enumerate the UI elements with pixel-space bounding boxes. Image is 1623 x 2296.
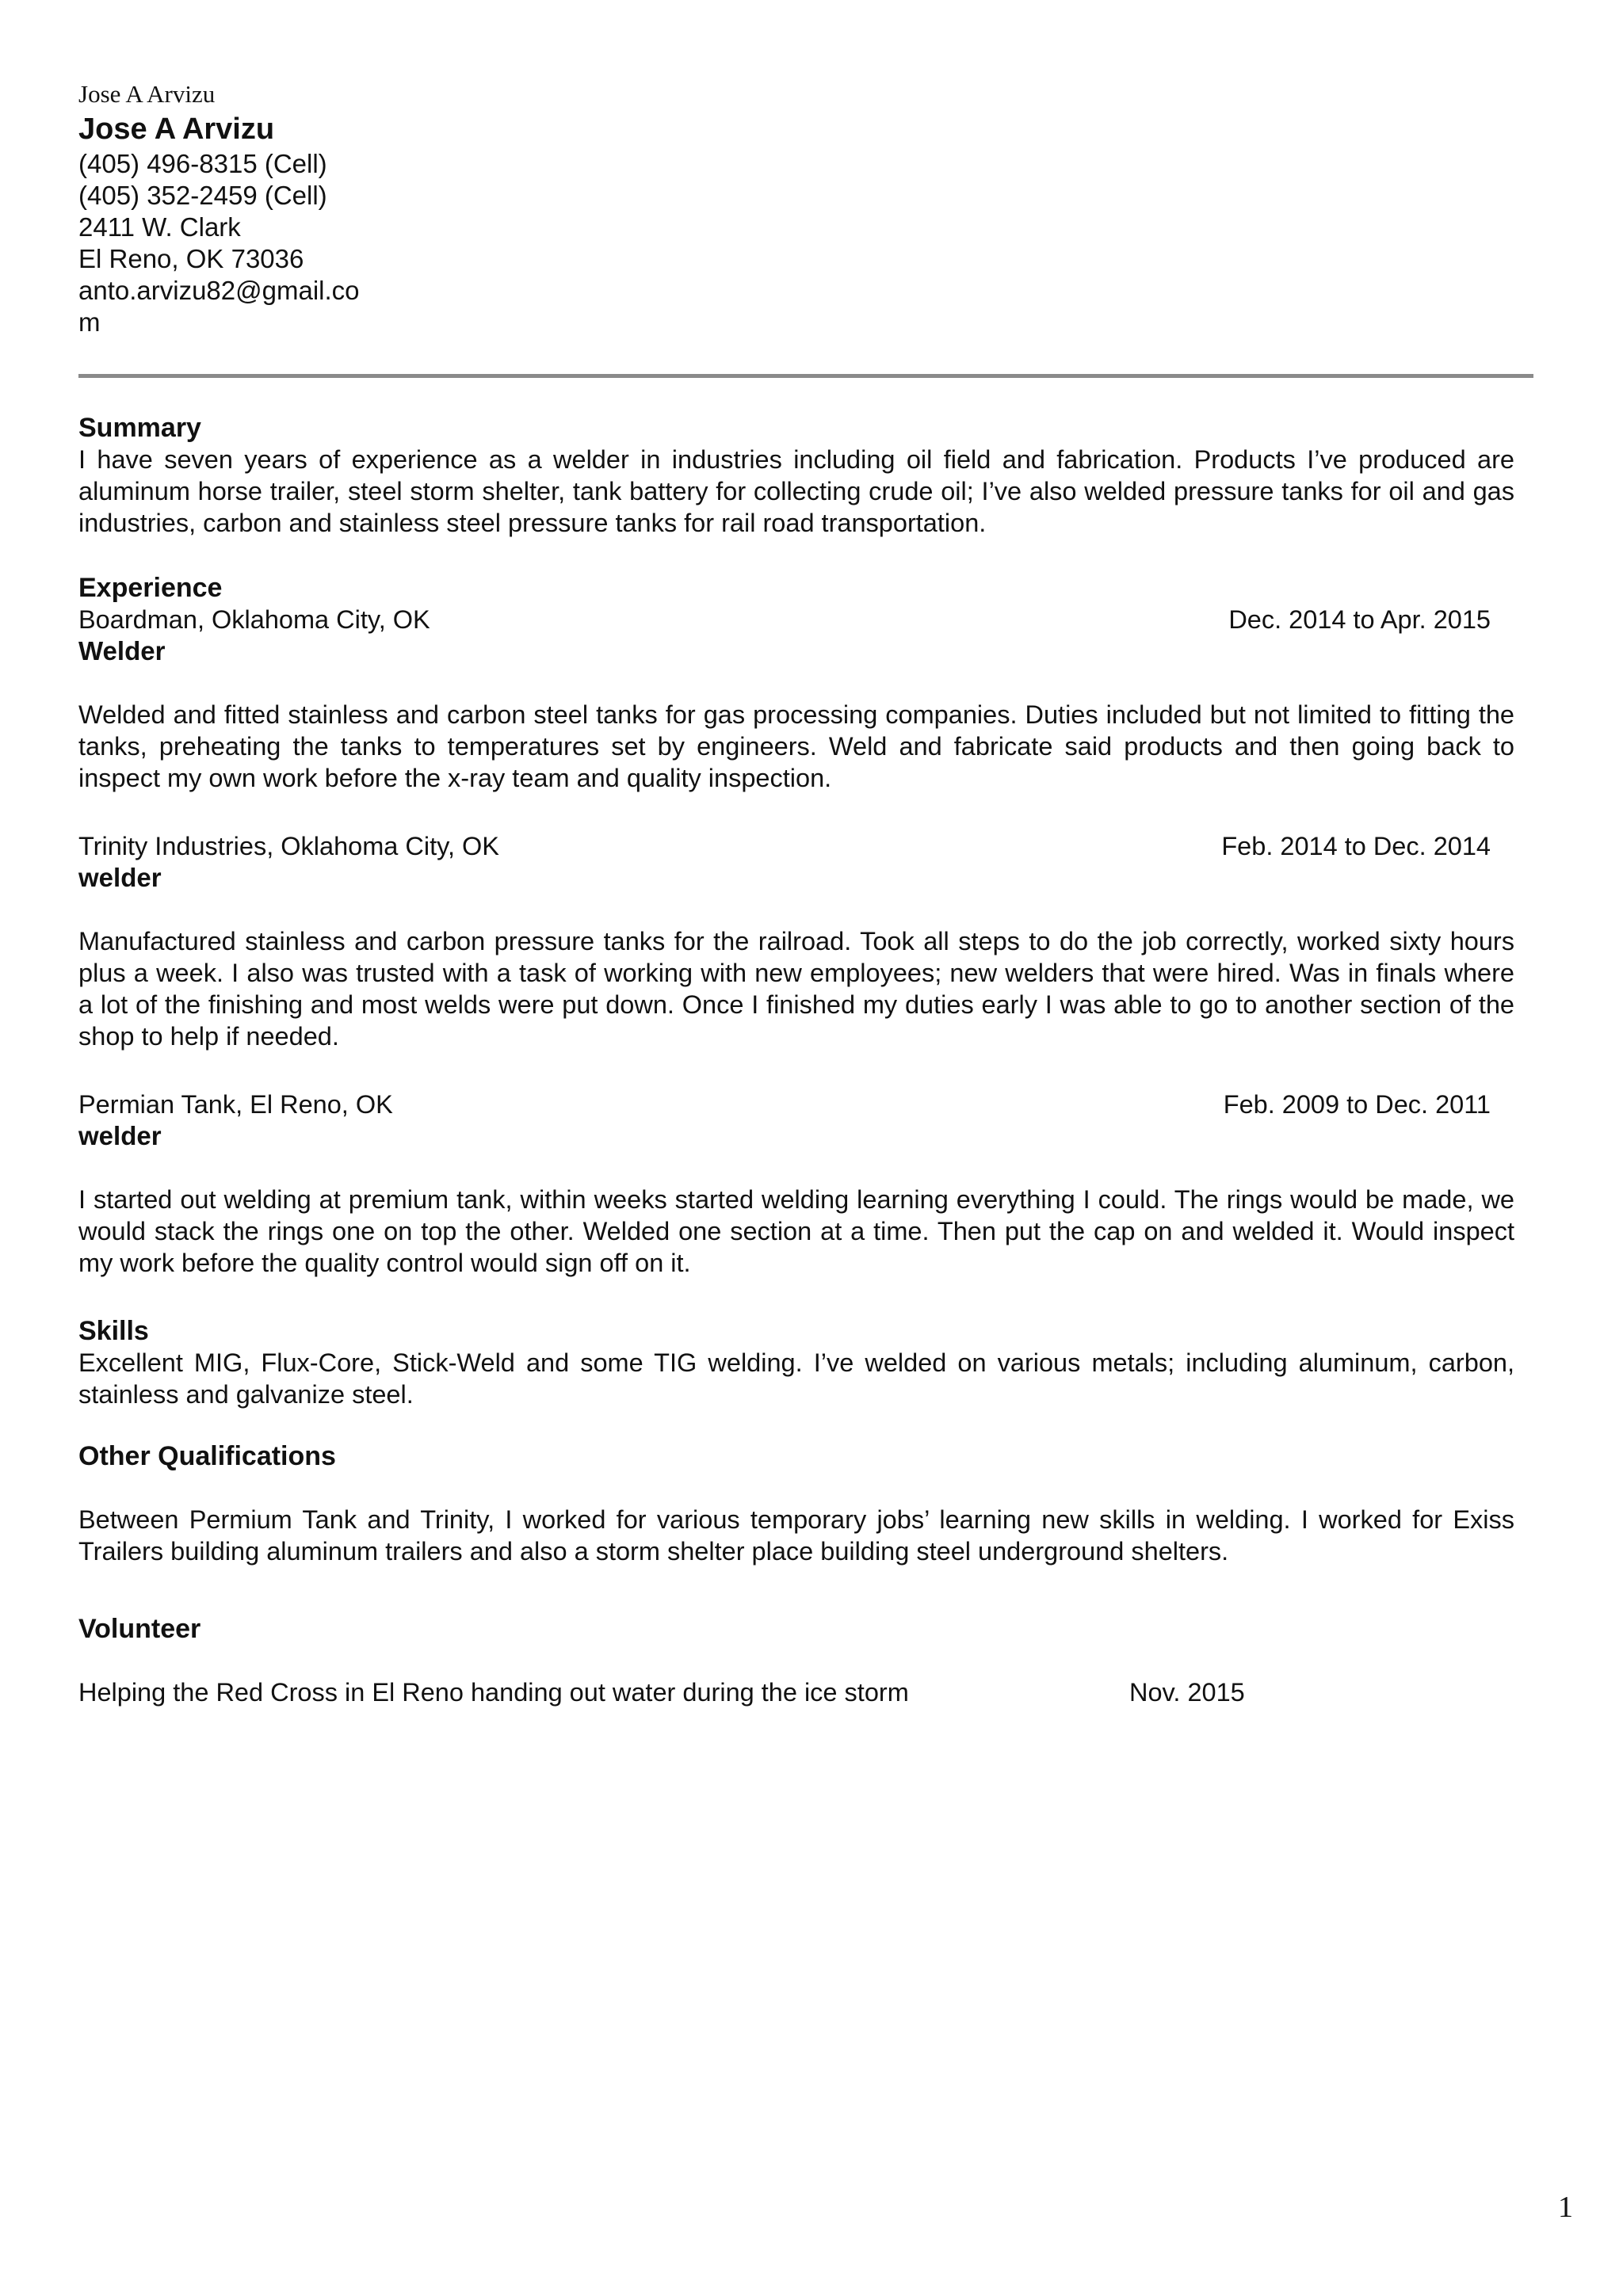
summary-text: I have seven years of experience as a welder in industries including oil field and fabrication. Products I’ve produced are aluminum horse trailer, steel storm shelter, tank battery for collecting crude oil; I’ve also welded pressure tanks for oil and gas industries, carbon and stainless steel pressure tanks for rail road transportation. bbox=[78, 445, 1514, 537]
experience-heading: Experience bbox=[78, 573, 223, 603]
other-qualifications-section bbox=[78, 1440, 1514, 1567]
page-number: 1 bbox=[1558, 2191, 1573, 2224]
skills-text: Excellent MIG, Flux-Core, Stick-Weld and some TIG welding. I’ve welded on various metals; including aluminum, carbon, stainless and galvanize steel. bbox=[78, 1348, 1514, 1409]
street-address: 2411 W. Clark bbox=[78, 212, 241, 242]
job-title: Welder bbox=[78, 636, 166, 666]
skills-heading: Skills bbox=[78, 1316, 149, 1346]
email-line-2: m bbox=[78, 307, 101, 337]
job-header bbox=[78, 1089, 1514, 1120]
job-entry bbox=[78, 830, 1514, 1052]
summary-heading: Summary bbox=[78, 413, 201, 443]
job-title: welder bbox=[78, 1121, 162, 1150]
job-employer: Boardman, Oklahoma City, OK bbox=[78, 605, 430, 634]
other-qualifications-heading: Other Qualifications bbox=[78, 1441, 336, 1471]
job-employer: Permian Tank, El Reno, OK bbox=[78, 1090, 393, 1119]
job-entry bbox=[78, 604, 1514, 794]
job-header bbox=[78, 604, 1514, 635]
job-description: Welded and fitted stainless and carbon steel tanks for gas processing companies. Duties included but not limited to fitting the tanks, preheating the tanks to temperatures set by engineers. Weld and fabricate said products and then going back to inspect my own work before the x-ray team and quality inspection. bbox=[78, 700, 1514, 792]
header-divider bbox=[78, 374, 1533, 378]
job-description: I started out welding at premium tank, within weeks started welding learning everything I could. The rings would be made, we would stack the rings one on top the other. Welded one section at a time. Then put the cap on and welded it. Would inspect my work before the quality control would sign off on it. bbox=[78, 1185, 1514, 1277]
job-entry bbox=[78, 1089, 1514, 1279]
volunteer-date: Nov. 2015 bbox=[1129, 1678, 1245, 1707]
job-dates: Feb. 2009 to Dec. 2011 bbox=[1223, 1090, 1491, 1119]
skills-section bbox=[78, 1315, 1514, 1410]
running-head: Jose A Arvizu bbox=[78, 80, 216, 108]
city-state-zip: El Reno, OK 73036 bbox=[78, 244, 304, 273]
volunteer-heading: Volunteer bbox=[78, 1614, 201, 1644]
summary-section bbox=[78, 412, 1514, 539]
other-qualifications-text: Between Permium Tank and Trinity, I worked for various temporary jobs’ learning new skills in welding. I worked for Exiss Trailers building aluminum trailers and also a storm shelter place building steel underground shelters. bbox=[78, 1505, 1514, 1566]
volunteer-entry bbox=[78, 1676, 1514, 1708]
volunteer-activity: Helping the Red Cross in El Reno handing out water during the ice storm bbox=[78, 1678, 909, 1707]
candidate-name: Jose A Arvizu bbox=[78, 113, 275, 146]
email-line-1: anto.arvizu82@gmail.co bbox=[78, 276, 360, 305]
job-title: welder bbox=[78, 863, 162, 892]
job-header bbox=[78, 830, 1514, 862]
phone-secondary: (405) 352-2459 (Cell) bbox=[78, 181, 327, 210]
job-description: Manufactured stainless and carbon pressure tanks for the railroad. Took all steps to do the job correctly, worked sixty hours plus a week. I also was trusted with a task of working with new employees; new welders that were hired. Was in finals where a lot of the finishing and most welds were put down. Once I finished my duties early I was able to go to another section of the shop to help if needed. bbox=[78, 927, 1514, 1051]
volunteer-section bbox=[78, 1613, 1514, 1708]
phone-primary: (405) 496-8315 (Cell) bbox=[78, 149, 327, 178]
contact-block bbox=[78, 148, 395, 338]
experience-section bbox=[78, 572, 1514, 794]
job-dates: Feb. 2014 to Dec. 2014 bbox=[1221, 832, 1491, 860]
job-dates: Dec. 2014 to Apr. 2015 bbox=[1228, 605, 1491, 634]
job-employer: Trinity Industries, Oklahoma City, OK bbox=[78, 832, 499, 860]
